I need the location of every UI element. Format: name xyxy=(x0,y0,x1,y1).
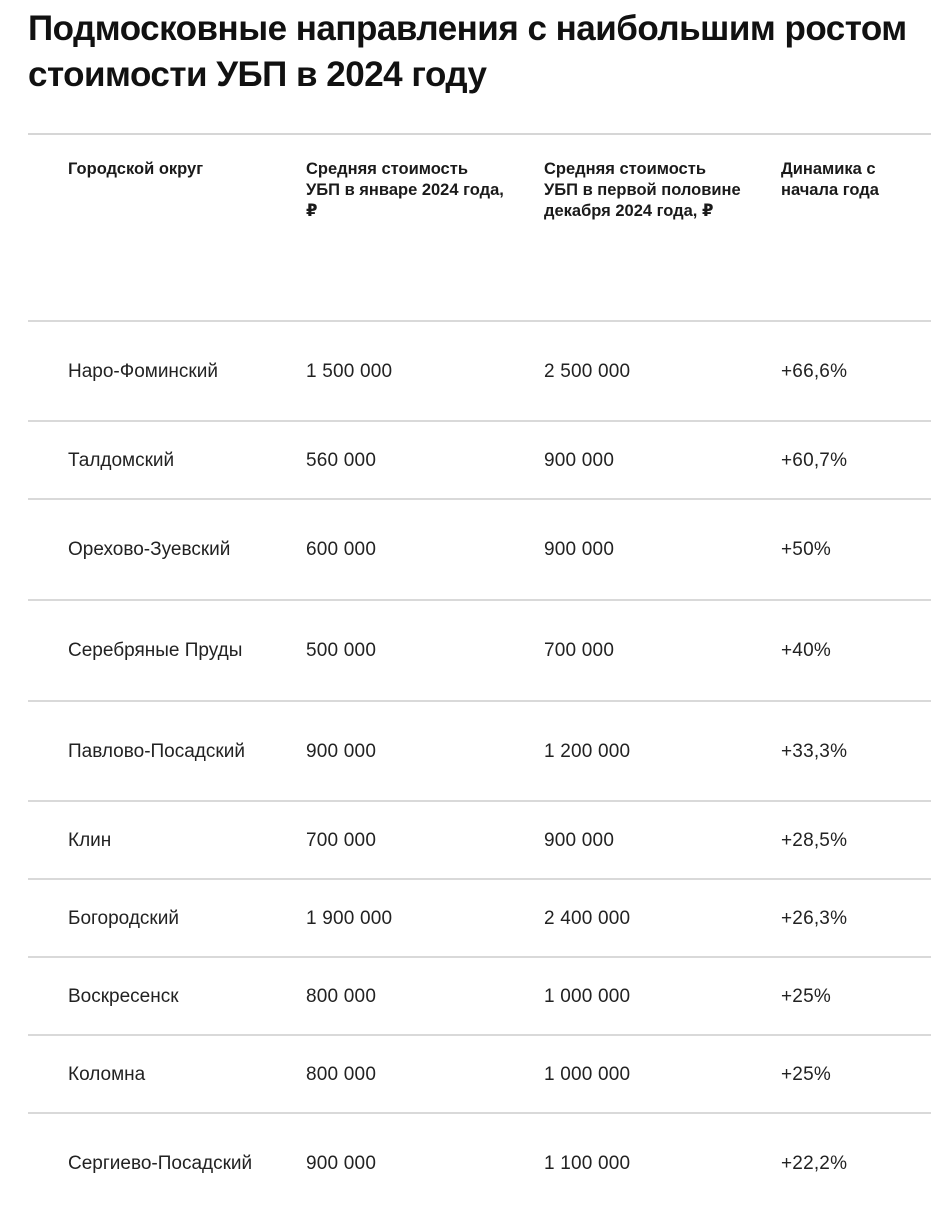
table-row xyxy=(28,422,931,500)
header-change: Динамика с начала года xyxy=(781,160,879,199)
district-cell: Воскресенск xyxy=(68,985,179,1007)
district-cell: Сергиево-Посадский xyxy=(68,1152,253,1174)
district-cell: Серебряные Пруды xyxy=(68,640,243,661)
table-row xyxy=(28,500,931,601)
january-price-cell: 500 000 xyxy=(306,640,377,661)
december-price-cell: 700 000 xyxy=(544,640,615,661)
header-december-price: Средняя стоимость УБП в первой половине декабря 2024 года, ₽ xyxy=(544,160,741,220)
change-cell: +60,7% xyxy=(781,449,848,471)
district-cell: Наро-Фоминский xyxy=(68,360,218,382)
change-cell: +66,6% xyxy=(781,360,848,382)
december-price-cell: 1 000 000 xyxy=(544,1063,631,1085)
table-row xyxy=(28,601,931,702)
january-price-cell: 800 000 xyxy=(306,1063,377,1085)
december-price-cell: 2 400 000 xyxy=(544,907,631,929)
january-price-cell: 900 000 xyxy=(306,1152,377,1174)
district-cell: Талдомский xyxy=(68,449,175,471)
change-cell: +50% xyxy=(781,539,831,560)
table-row xyxy=(28,322,931,422)
table-row xyxy=(28,1114,931,1212)
january-price-cell: 900 000 xyxy=(306,740,377,762)
change-cell: +33,3% xyxy=(781,740,848,762)
header-january-price: Средняя стоимость УБП в январе 2024 года, ₽ xyxy=(306,160,504,220)
change-cell: +25% xyxy=(781,1063,831,1085)
january-price-cell: 560 000 xyxy=(306,449,377,471)
december-price-cell: 2 500 000 xyxy=(544,360,631,382)
january-price-cell: 600 000 xyxy=(306,539,377,560)
change-cell: +40% xyxy=(781,640,831,661)
december-price-cell: 900 000 xyxy=(544,449,615,471)
january-price-cell: 1 900 000 xyxy=(306,907,393,929)
page-title: Подмосковные направления с наибольшим ростом стоимости УБП в 2024 году xyxy=(28,9,907,94)
table-row xyxy=(28,702,931,802)
district-cell: Богородский xyxy=(68,907,179,929)
december-price-cell: 1 200 000 xyxy=(544,740,631,762)
january-price-cell: 800 000 xyxy=(306,985,377,1007)
january-price-cell: 700 000 xyxy=(306,829,377,851)
january-price-cell: 1 500 000 xyxy=(306,360,393,382)
table-row xyxy=(28,880,931,958)
district-cell: Орехово-Зуевский xyxy=(68,539,231,560)
table-row xyxy=(28,958,931,1036)
price-growth-table xyxy=(28,133,931,1212)
district-cell: Павлово-Посадский xyxy=(68,740,245,762)
change-cell: +26,3% xyxy=(781,907,848,929)
december-price-cell: 1 000 000 xyxy=(544,985,631,1007)
table-header-row xyxy=(28,135,931,322)
change-cell: +22,2% xyxy=(781,1152,848,1174)
district-cell: Клин xyxy=(68,829,112,851)
december-price-cell: 900 000 xyxy=(544,829,615,851)
table-row xyxy=(28,802,931,880)
header-district: Городской округ xyxy=(68,160,204,178)
change-cell: +25% xyxy=(781,985,831,1007)
change-cell: +28,5% xyxy=(781,829,848,851)
december-price-cell: 1 100 000 xyxy=(544,1152,631,1174)
district-cell: Коломна xyxy=(68,1063,146,1085)
december-price-cell: 900 000 xyxy=(544,539,615,560)
table-row xyxy=(28,1036,931,1114)
